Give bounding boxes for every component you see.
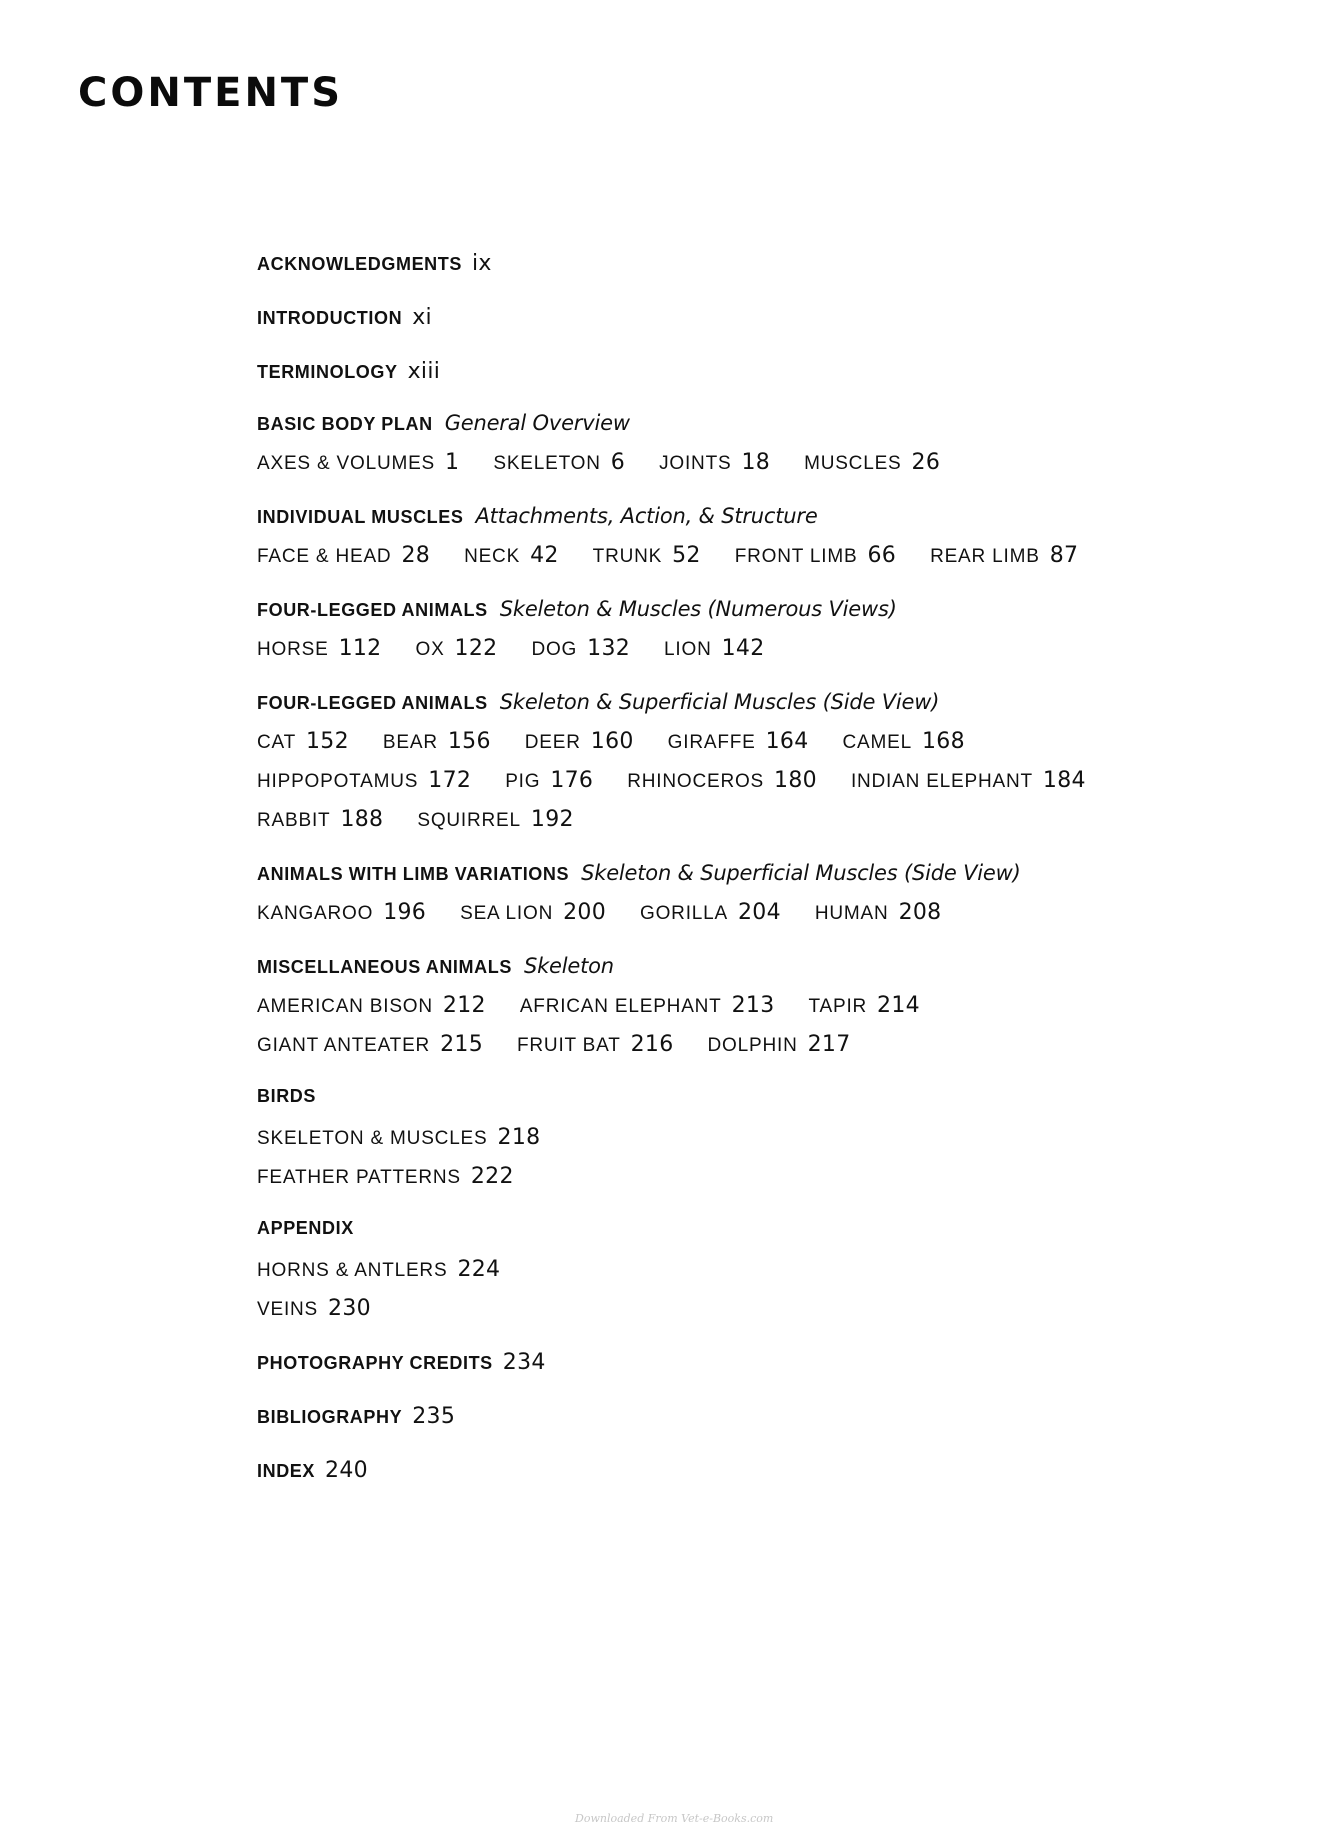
toc-section-four-legged-numerous (257, 597, 897, 621)
toc-item-label: MUSCLES (804, 453, 902, 474)
toc-entry-photography-credits[interactable] (257, 1350, 546, 1375)
toc-item-label: LION (664, 639, 712, 660)
toc-subtitle: Skeleton (523, 954, 614, 978)
toc-item-label: HORNS & ANTLERS (257, 1260, 448, 1281)
toc-item-page: 160 (590, 729, 634, 754)
toc-entry-bibliography[interactable] (257, 1404, 455, 1429)
toc-subrow (257, 993, 954, 1018)
toc-item-page: 168 (921, 729, 965, 754)
toc-heading: INDEX (257, 1461, 316, 1481)
toc-item-label: INDIAN ELEPHANT (850, 771, 1033, 792)
toc-item-label: DOLPHIN (707, 1035, 798, 1056)
toc-item[interactable] (257, 450, 459, 475)
toc-item-page: 112 (338, 636, 382, 661)
toc-item-label: KANGAROO (257, 903, 374, 924)
toc-subtitle: Skeleton & Superficial Muscles (Side View) (499, 690, 940, 714)
toc-section-birds (257, 1086, 316, 1107)
toc-item-label: AFRICAN ELEPHANT (519, 996, 722, 1017)
toc-item-label: OX (415, 639, 445, 660)
toc-item-page: 18 (741, 450, 771, 475)
toc-item[interactable] (257, 1164, 514, 1189)
toc-item-page: 28 (401, 543, 431, 568)
toc-item-page: 188 (340, 807, 384, 832)
toc-item[interactable] (460, 900, 606, 925)
toc-subrow (257, 900, 975, 925)
toc-item[interactable] (257, 768, 471, 793)
toc-subtitle: Skeleton & Superficial Muscles (Side View) (581, 861, 1021, 885)
toc-item-label: SQUIRREL (417, 810, 521, 831)
toc-item-page: 196 (383, 900, 427, 925)
toc-item-label: FRONT LIMB (734, 546, 858, 567)
toc-section-limb-variations (257, 861, 1021, 885)
toc-item[interactable] (493, 450, 625, 475)
toc-item-label: REAR LIMB (930, 546, 1040, 567)
toc-heading: INTRODUCTION (257, 308, 403, 328)
toc-item-label: GIANT ANTEATER (257, 1035, 431, 1056)
toc-item-page: 66 (867, 543, 897, 568)
toc-item[interactable] (668, 729, 809, 754)
toc-item-label: FEATHER PATTERNS (257, 1167, 461, 1188)
toc-page-number: 234 (502, 1350, 546, 1375)
toc-item[interactable] (417, 807, 573, 832)
toc-subrow (257, 543, 1112, 568)
toc-item-page: 156 (447, 729, 491, 754)
toc-item-page: 132 (587, 636, 631, 661)
toc-item[interactable] (708, 1032, 851, 1057)
toc-item[interactable] (257, 1125, 540, 1150)
toc-item[interactable] (257, 636, 381, 661)
toc-item-page: 172 (428, 768, 472, 793)
toc-heading: MISCELLANEOUS ANIMALS (257, 957, 512, 977)
toc-item[interactable] (257, 807, 383, 832)
toc-item-label: GIRAFFE (667, 732, 756, 753)
toc-item-label: HIPPOPOTAMUS (257, 771, 419, 792)
toc-entry-introduction[interactable] (257, 305, 432, 330)
toc-item[interactable] (505, 768, 593, 793)
toc-item-page: 200 (563, 900, 607, 925)
toc-item-label: SKELETON (493, 453, 601, 474)
toc-item[interactable] (383, 729, 491, 754)
toc-item[interactable] (659, 450, 770, 475)
toc-heading: FOUR-LEGGED ANIMALS (257, 693, 488, 713)
toc-heading: TERMINOLOGY (257, 362, 398, 382)
toc-section-miscellaneous (257, 954, 614, 978)
toc-item-page: 52 (672, 543, 701, 568)
toc-item-page: 180 (774, 768, 817, 793)
toc-page-number: 235 (412, 1404, 456, 1429)
toc-item-page: 224 (457, 1257, 501, 1282)
toc-item-label: AXES & VOLUMES (257, 453, 436, 474)
toc-item[interactable] (525, 729, 634, 754)
toc-heading: ACKNOWLEDGMENTS (257, 254, 462, 274)
toc-item-page: 204 (737, 900, 781, 925)
toc-item[interactable] (464, 543, 559, 568)
toc-subrow (257, 1296, 405, 1321)
toc-entry-acknowledgments[interactable] (257, 251, 492, 276)
toc-item[interactable] (804, 450, 940, 475)
toc-item-label: RABBIT (257, 810, 331, 831)
toc-item[interactable] (851, 768, 1086, 793)
toc-item[interactable] (257, 1032, 483, 1057)
toc-item-label: DOG (531, 639, 578, 660)
toc-item[interactable] (257, 729, 349, 754)
toc-heading: INDIVIDUAL MUSCLES (257, 507, 464, 527)
toc-subrow (257, 1257, 534, 1282)
toc-subtitle: General Overview (444, 411, 630, 435)
toc-item-label: PIG (505, 771, 541, 792)
toc-item-label: CAMEL (842, 732, 912, 753)
toc-subtitle: Attachments, Action, & Structure (475, 504, 818, 528)
page-title: CONTENTS (78, 70, 344, 116)
toc-item[interactable] (257, 993, 486, 1018)
toc-item-page: 142 (721, 636, 765, 661)
toc-subrow (257, 729, 999, 754)
toc-heading: PHOTOGRAPHY CREDITS (257, 1353, 493, 1373)
toc-item-page: 217 (807, 1032, 851, 1057)
toc-heading: FOUR-LEGGED ANIMALS (257, 600, 488, 620)
download-watermark: Downloaded From Vet-e-Books.com (575, 1812, 774, 1825)
toc-item[interactable] (257, 1296, 371, 1321)
toc-item[interactable] (930, 543, 1078, 568)
toc-item[interactable] (531, 636, 630, 661)
toc-item-page: 176 (550, 768, 594, 793)
toc-item[interactable] (843, 729, 965, 754)
toc-section-basic-body-plan (257, 411, 630, 435)
toc-item-label: RHINOCEROS (627, 771, 765, 792)
toc-item-page: 222 (470, 1164, 514, 1189)
toc-section-appendix (257, 1218, 354, 1239)
toc-item[interactable] (517, 1032, 674, 1057)
toc-item-page: 26 (911, 450, 941, 475)
toc-item[interactable] (415, 636, 497, 661)
toc-item-page: 164 (765, 729, 809, 754)
toc-item[interactable] (664, 636, 764, 661)
toc-page-number: xiii (407, 359, 441, 384)
toc-item-label: HORSE (257, 639, 329, 660)
toc-item[interactable] (520, 993, 775, 1018)
toc-item-label: FACE & HEAD (257, 546, 392, 567)
toc-item-page: 6 (610, 450, 626, 475)
toc-item-label: NECK (464, 546, 521, 567)
toc-item-label: CAT (257, 732, 296, 753)
toc-page-number: ix (472, 251, 492, 276)
toc-entry-terminology[interactable] (257, 359, 440, 384)
toc-item[interactable] (640, 900, 781, 925)
toc-item-page: 1 (445, 450, 460, 475)
toc-item-page: 215 (440, 1032, 483, 1057)
toc-subrow (257, 768, 1120, 793)
toc-item[interactable] (257, 1257, 500, 1282)
toc-item-page: 208 (898, 900, 942, 925)
toc-page-number: 240 (325, 1458, 368, 1483)
toc-item-label: FRUIT BAT (517, 1035, 621, 1056)
toc-section-four-legged-side (257, 690, 939, 714)
toc-item[interactable] (815, 900, 942, 925)
toc-subrow (257, 1125, 574, 1150)
toc-subrow (257, 1032, 885, 1057)
toc-item-label: VEINS (257, 1299, 319, 1320)
toc-item-page: 122 (454, 636, 498, 661)
toc-item-label: SKELETON & MUSCLES (257, 1128, 488, 1149)
toc-item-label: TRUNK (592, 546, 663, 567)
toc-item-page: 184 (1042, 768, 1086, 793)
toc-item-label: TAPIR (808, 996, 868, 1017)
toc-item[interactable] (257, 900, 426, 925)
toc-item[interactable] (735, 543, 896, 568)
toc-heading: ANIMALS WITH LIMB VARIATIONS (257, 864, 570, 884)
toc-item-label: GORILLA (640, 903, 728, 924)
toc-subtitle: Skeleton & Muscles (Numerous Views) (499, 597, 897, 621)
toc-item-page: 87 (1049, 543, 1079, 568)
toc-item[interactable] (627, 768, 817, 793)
toc-item-label: BEAR (382, 732, 438, 753)
toc-item-page: 230 (328, 1296, 371, 1321)
toc-item-label: SEA LION (460, 903, 554, 924)
toc-section-individual-muscles (257, 504, 818, 528)
toc-item-page: 213 (731, 993, 775, 1018)
toc-item-page: 218 (497, 1125, 541, 1150)
toc-heading: APPENDIX (257, 1218, 354, 1238)
toc-item-label: HUMAN (814, 903, 889, 924)
toc-item-label: DEER (524, 732, 581, 753)
toc-subrow (257, 807, 608, 832)
toc-entry-index[interactable] (257, 1458, 368, 1483)
toc-heading: BIBLIOGRAPHY (257, 1407, 403, 1427)
toc-item-page: 214 (877, 993, 920, 1018)
toc-item-label: AMERICAN BISON (257, 996, 433, 1017)
toc-item-page: 192 (530, 807, 574, 832)
toc-heading: BASIC BODY PLAN (257, 414, 433, 434)
toc-item[interactable] (593, 543, 701, 568)
toc-subrow (257, 450, 974, 475)
toc-subrow (257, 636, 799, 661)
toc-item-page: 216 (630, 1032, 674, 1057)
toc-page-number: xi (412, 305, 432, 330)
toc-subrow (257, 1164, 548, 1189)
toc-item-page: 212 (442, 993, 486, 1018)
toc-item[interactable] (257, 543, 430, 568)
toc-item-page: 152 (306, 729, 349, 754)
toc-item-label: JOINTS (659, 453, 732, 474)
toc-heading: BIRDS (257, 1086, 317, 1106)
toc-item-page: 42 (530, 543, 559, 568)
toc-item[interactable] (809, 993, 920, 1018)
